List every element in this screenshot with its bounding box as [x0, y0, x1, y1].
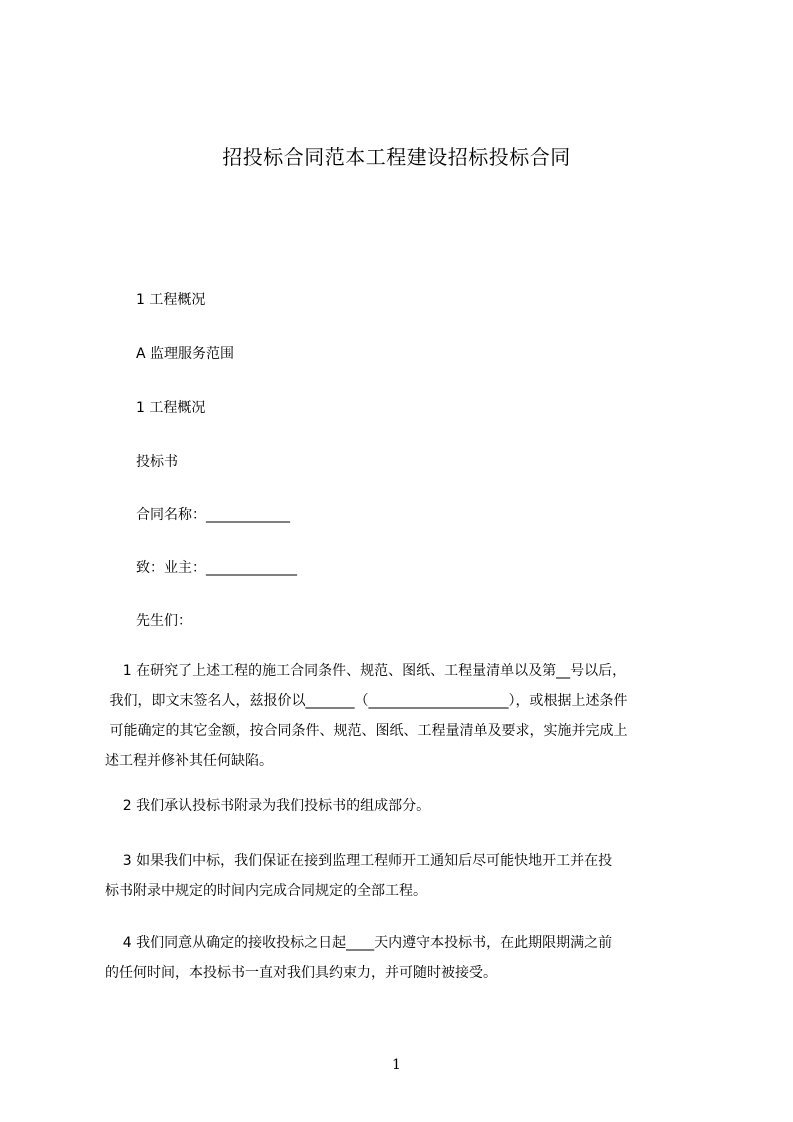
paragraph-line: 4 我们同意从确定的接收投标之日起____天内遵守本投标书，在此期限期满之前	[105, 935, 613, 951]
paragraph-line: 2 我们承认投标书附录为我们投标书的组成部分。	[105, 798, 431, 814]
section-heading-supervision-scope: A 监理服务范围	[136, 346, 235, 362]
salutation: 先生们：	[136, 613, 192, 629]
recipient-line: 致：业主：_____________	[136, 560, 297, 576]
paragraph-line: 的任何时间，本投标书一直对我们具约束力，并可随时被接受。	[105, 965, 497, 981]
paragraph-line: 我们，即文末签名人，兹报价以_______（____________________），或根据上述条件	[105, 693, 628, 709]
paragraph-line: 述工程并修补其任何缺陷。	[105, 753, 273, 769]
paragraph-1	[105, 656, 705, 776]
page-number: 1	[392, 1057, 401, 1073]
contract-name-line: 合同名称：____________	[136, 507, 290, 523]
bid-letter-heading: 投标书	[136, 454, 178, 470]
section-heading-project-overview: 1 工程概况	[136, 292, 206, 308]
paragraph-2	[105, 791, 705, 821]
paragraph-3	[105, 846, 705, 906]
paragraph-4	[105, 928, 705, 988]
paragraph-line: 可能确定的其它金额，按合同条件、规范、图纸、工程量清单及要求，实施并完成上	[105, 723, 628, 739]
section-heading-project-overview-2: 1 工程概况	[136, 400, 206, 416]
paragraph-line: 标书附录中规定的时间内完成合同规定的全部工程。	[105, 883, 427, 899]
document-title: 招投标合同范本工程建设招标投标合同	[222, 145, 571, 169]
paragraph-line: 3 如果我们中标，我们保证在接到监理工程师开工通知后尽可能快地开工并在投	[105, 853, 613, 869]
paragraph-line: 1 在研究了上述工程的施工合同条件、规范、图纸、工程量清单以及第__号以后，	[105, 663, 627, 679]
